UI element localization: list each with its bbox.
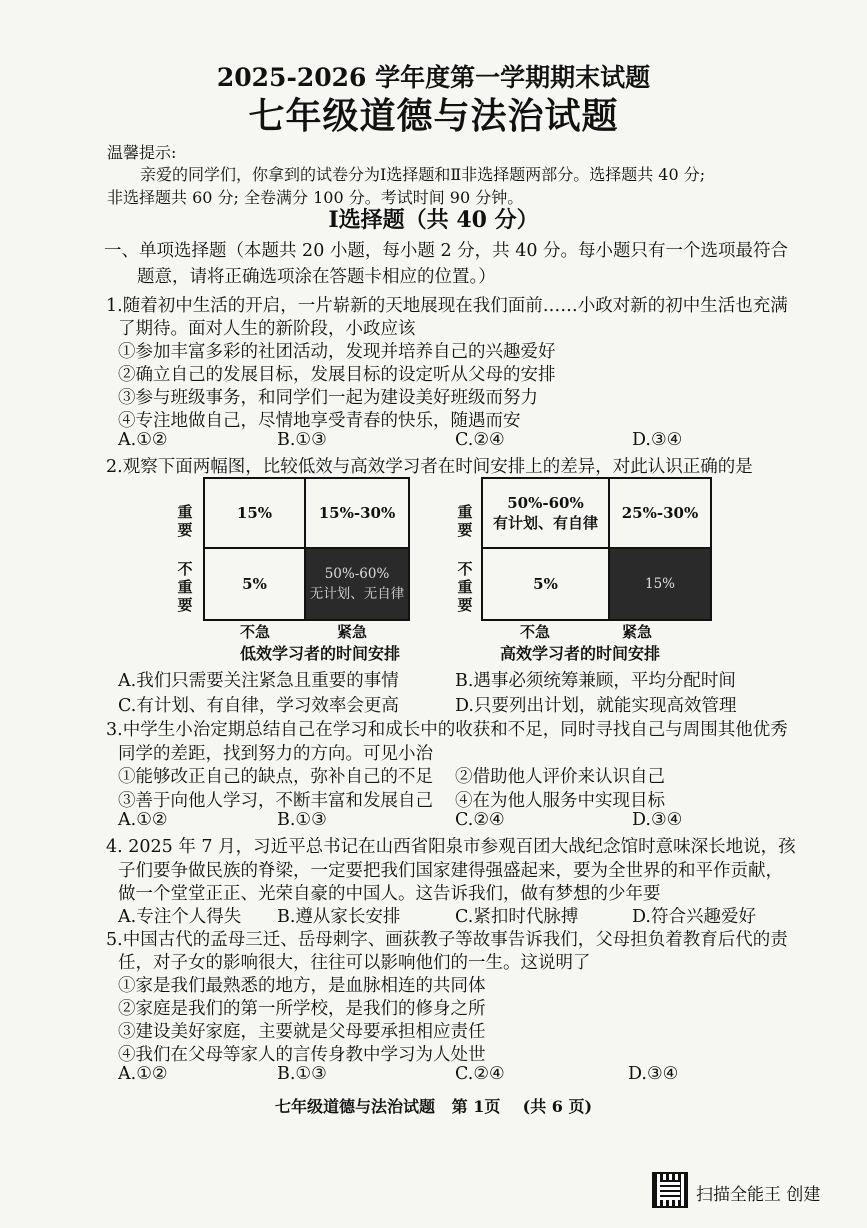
right-cell-unimportant-urgent: 15% xyxy=(610,549,710,619)
q5-option-d: D.③④ xyxy=(628,1064,679,1084)
left-row-label-important: 重要 xyxy=(177,503,193,539)
q3-item-3: ③善于向他人学习，不断丰富和发展自己 xyxy=(118,791,433,811)
left-cell-unimportant-not-urgent: 5% xyxy=(205,549,306,619)
q4-option-a: A.专注个人得失 xyxy=(118,907,242,927)
q3-stem-1: 3.中学生小治定期总结自己在学习和成长中的收获和不足，同时寻找自己与周围其他优秀 xyxy=(106,720,788,740)
q4-option-c: C.紧扣时代脉搏 xyxy=(455,907,579,927)
q2-option-b: B.遇事必须统筹兼顾，平均分配时间 xyxy=(455,671,736,691)
q5-option-a: A.①② xyxy=(118,1064,168,1084)
q5-stem-2: 任，对子女的影响很大，往往可以影响他们的一生。这说明了 xyxy=(118,953,591,973)
scanner-watermark: 扫描全能王 创建 xyxy=(696,1185,821,1205)
left-cell-unimportant-urgent: 50%-60% 无计划、无自律 xyxy=(306,549,408,619)
section-instruction-1: 一、单项选择题（本题共 20 小题，每小题 2 分，共 40 分。每小题只有一个选项最符合 xyxy=(104,241,789,261)
page-footer: 七年级道德与法治试题 第 1页 (共 6 页) xyxy=(274,1097,593,1116)
left-row-label-not-important: 不重要 xyxy=(177,560,193,614)
q1-option-c: C.②④ xyxy=(455,430,505,450)
left-cell-important-urgent: 15%-30% xyxy=(306,479,408,549)
q3-option-d: D.③④ xyxy=(632,810,683,830)
notice-line-2: 非选择题共 60 分; 全卷满分 100 分。考试时间 90 分钟。 xyxy=(107,188,524,207)
q3-item-4: ④在为他人服务中实现目标 xyxy=(455,791,665,811)
q5-option-b: B.①③ xyxy=(277,1064,327,1084)
q1-option-d: D.③④ xyxy=(632,430,683,450)
exam-title-year: 2025-2026 学年度第一学期期末试题 xyxy=(216,63,651,92)
q4-stem-2: 子们要争做民族的脊梁，一定要把我们国家建得强盛起来，要为全世界的和平作贡献， xyxy=(118,861,783,881)
q5-item-2: ②家庭是我们的第一所学校，是我们的修身之所 xyxy=(118,999,486,1019)
q5-option-c: C.②④ xyxy=(455,1064,505,1084)
q3-option-a: A.①② xyxy=(118,810,168,830)
exam-title-subject: 七年级道德与法治试题 xyxy=(248,95,619,137)
q2-option-d: D.只要列出计划，就能实现高效管理 xyxy=(455,696,737,716)
right-col-label-urgent: 紧急 xyxy=(622,623,653,641)
q2-option-a: A.我们只需要关注紧急且重要的事情 xyxy=(118,671,399,691)
q2-stem: 2.观察下面两幅图，比较低效与高效学习者在时间安排上的差异，对此认识正确的是 xyxy=(106,457,753,477)
q3-option-b: B.①③ xyxy=(277,810,327,830)
q1-item-4: ④专注地做自己，尽情地享受青春的快乐，随遇而安 xyxy=(118,411,521,431)
q5-item-3: ③建设美好家庭，主要就是父母要承担相应责任 xyxy=(118,1022,486,1042)
notice-line-1: 亲爱的同学们，你拿到的试卷分为Ⅰ选择题和Ⅱ非选择题两部分。选择题共 40 分; xyxy=(140,165,706,184)
notice-label: 温馨提示: xyxy=(107,143,177,162)
q5-item-1: ①家是我们最熟悉的地方，是血脉相连的共同体 xyxy=(118,976,486,996)
q3-item-1: ①能够改正自己的缺点，弥补自己的不足 xyxy=(118,767,433,787)
q1-stem-1: 1.随着初中生活的开启，一片崭新的天地展现在我们面前……小政对新的初中生活也充满 xyxy=(106,296,788,316)
right-matrix-caption: 高效学习者的时间安排 xyxy=(500,644,661,663)
left-time-matrix xyxy=(203,477,410,621)
left-matrix-caption: 低效学习者的时间安排 xyxy=(240,644,401,663)
q5-item-4: ④我们在父母等家人的言传身教中学习为人处世 xyxy=(118,1045,486,1065)
q1-option-a: A.①② xyxy=(118,430,168,450)
q1-option-b: B.①③ xyxy=(277,430,327,450)
q4-option-d: D.符合兴趣爱好 xyxy=(632,907,756,927)
q4-stem-1: 4. 2025 年 7 月，习近平总书记在山西省阳泉市参观百团大战纪念馆时意味深长地说，孩 xyxy=(106,837,796,857)
q3-item-2: ②借助他人评价来认识自己 xyxy=(455,767,665,787)
right-cell-unimportant-not-urgent: 5% xyxy=(483,549,610,619)
q1-item-1: ①参加丰富多彩的社团活动，发现并培养自己的兴趣爱好 xyxy=(118,342,556,362)
section-title: Ⅰ选择题（共 40 分） xyxy=(328,207,539,233)
q4-option-b: B.遵从家长安排 xyxy=(277,907,401,927)
right-row-label-not-important: 不重要 xyxy=(457,560,473,614)
left-col-label-not-urgent: 不急 xyxy=(240,623,271,641)
right-row-label-important: 重要 xyxy=(457,503,473,539)
q3-option-c: C.②④ xyxy=(455,810,505,830)
q2-option-c: C.有计划、有自律，学习效率会更高 xyxy=(118,696,399,716)
q1-item-3: ③参与班级事务，和同学们一起为建设美好班级而努力 xyxy=(118,388,538,408)
right-col-label-not-urgent: 不急 xyxy=(520,623,551,641)
q5-stem-1: 5.中国古代的孟母三迁、岳母刺字、画荻教子等故事告诉我们，父母担负着教育后代的责 xyxy=(106,930,788,950)
section-instruction-2: 题意，请将正确选项涂在答题卡相应的位置。） xyxy=(137,267,496,287)
q4-stem-3: 做一个堂堂正正、光荣自豪的中国人。这告诉我们，做有梦想的少年要 xyxy=(118,884,661,904)
left-cell-important-not-urgent: 15% xyxy=(205,479,306,549)
q3-stem-2: 同学的差距，找到努力的方向。可见小治 xyxy=(118,744,433,764)
right-time-matrix xyxy=(481,477,712,621)
right-cell-important-not-urgent: 50%-60% 有计划、有自律 xyxy=(483,479,610,549)
left-col-label-urgent: 紧急 xyxy=(337,623,368,641)
q1-stem-2: 了期待。面对人生的新阶段，小政应该 xyxy=(118,319,416,339)
q1-item-2: ②确立自己的发展目标，发展目标的设定听从父母的安排 xyxy=(118,365,556,385)
right-cell-important-urgent: 25%-30% xyxy=(610,479,710,549)
qr-code-icon xyxy=(652,1172,688,1208)
